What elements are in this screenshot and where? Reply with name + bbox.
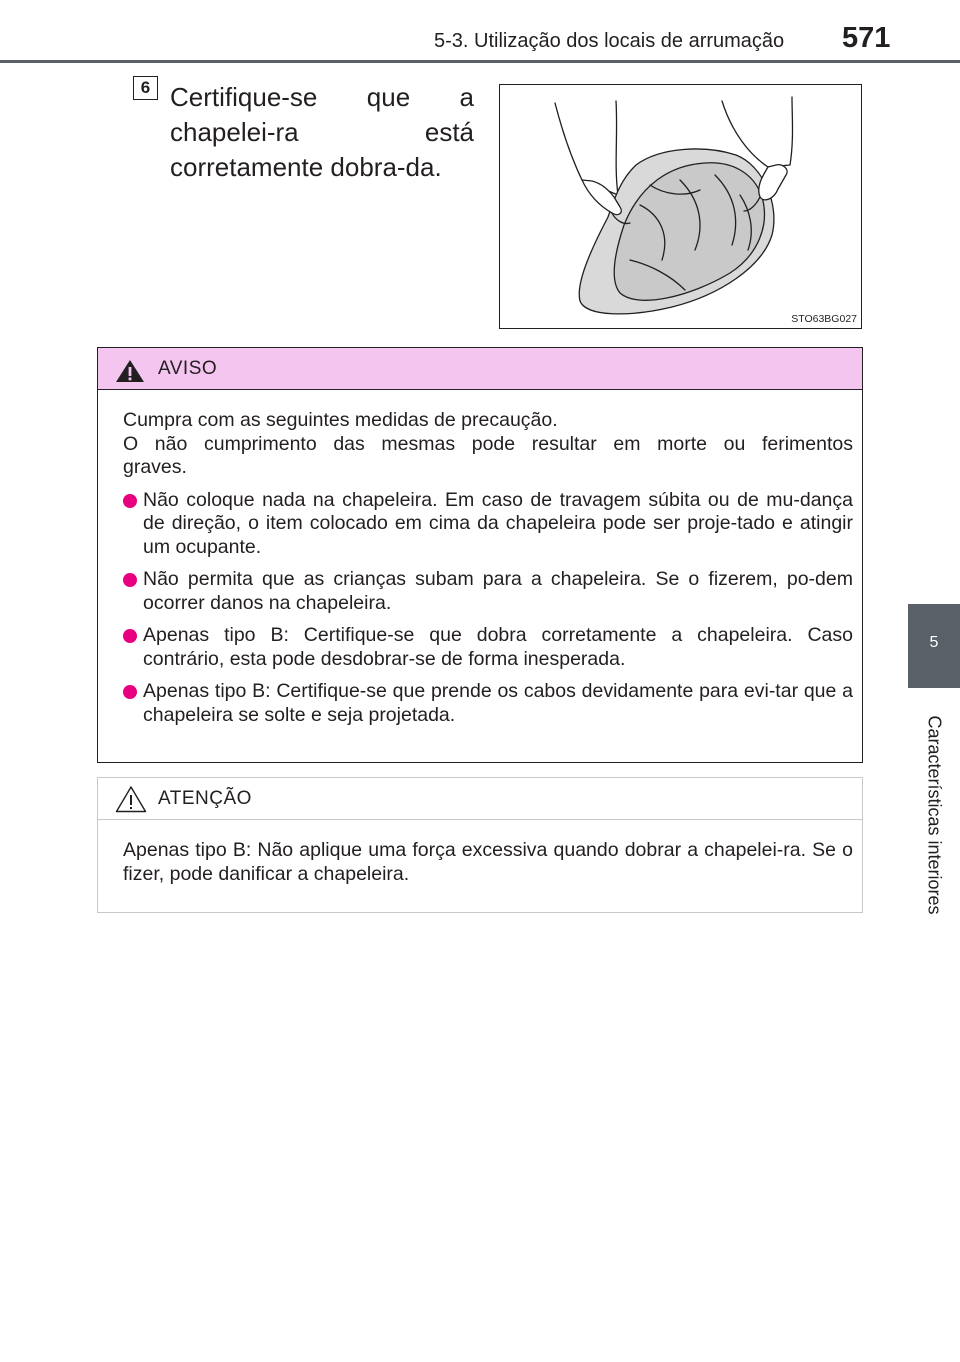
illustration-figure bbox=[499, 84, 862, 329]
bullet-dot-icon bbox=[123, 573, 137, 587]
bullet-dot-icon bbox=[123, 494, 137, 508]
warning-bullet-text: Não coloque nada na chapeleira. Em caso de travagem súbita ou de mu-dança de direção, o item colocado em cima da chapeleira pode ser proje-tado e atingir um ocupante. bbox=[143, 488, 853, 558]
header-divider bbox=[0, 60, 960, 63]
warning-header bbox=[98, 348, 862, 390]
warning-title: AVISO bbox=[158, 358, 218, 379]
warning-bullet bbox=[123, 680, 853, 727]
caution-title: ATENÇÃO bbox=[158, 788, 252, 809]
bullet-dot-icon bbox=[123, 685, 137, 699]
page-number: 571 bbox=[842, 22, 891, 54]
warning-bullet-text: Apenas tipo B: Certifique-se que prende os cabos devidamente para evi-tar que a chapeleira se solte e seja projetada. bbox=[143, 680, 853, 726]
caution-box bbox=[97, 777, 863, 913]
warning-box bbox=[97, 347, 863, 763]
caution-header bbox=[98, 778, 862, 820]
bullet-dot-icon bbox=[123, 629, 137, 643]
warning-bullet bbox=[123, 568, 853, 615]
warning-intro-line: graves. bbox=[123, 456, 187, 478]
warning-triangle-icon bbox=[115, 359, 145, 383]
figure-code: STO63BG027 bbox=[791, 313, 857, 325]
chapter-label: Características interiores bbox=[924, 715, 945, 915]
warning-body bbox=[98, 390, 862, 727]
chapter-tab bbox=[908, 604, 960, 688]
warning-intro-line: Cumpra com as seguintes medidas de precaução. bbox=[123, 409, 558, 431]
warning-bullet bbox=[123, 624, 853, 671]
caution-text: Apenas tipo B: Não aplique uma força excessiva quando dobrar a chapelei-ra. Se o fizer, pode danificar a chapeleira. bbox=[123, 839, 853, 885]
step-number: 6 bbox=[133, 76, 158, 100]
chapter-number: 5 bbox=[929, 634, 939, 651]
caution-triangle-icon bbox=[115, 785, 147, 813]
folding-tonneau-cover-illustration-icon bbox=[500, 85, 861, 328]
step-text: Certifique-se que a chapelei-ra está corretamente dobra-da. bbox=[170, 82, 474, 182]
warning-intro bbox=[123, 409, 853, 480]
warning-bullet bbox=[123, 489, 853, 560]
warning-bullet-text: Apenas tipo B: Certifique-se que dobra corretamente a chapeleira. Caso contrário, esta pode desdobrar-se de forma inesperada. bbox=[143, 624, 853, 670]
caution-body bbox=[98, 820, 862, 886]
warning-bullet-text: Não permita que as crianças subam para a chapeleira. Se o fizerem, po-dem ocorrer danos na chapeleira. bbox=[143, 568, 853, 614]
warning-intro-line: O não cumprimento das mesmas pode resultar em morte ou ferimentos bbox=[123, 432, 853, 455]
section-title: 5-3. Utilização dos locais de arrumação bbox=[434, 30, 785, 52]
